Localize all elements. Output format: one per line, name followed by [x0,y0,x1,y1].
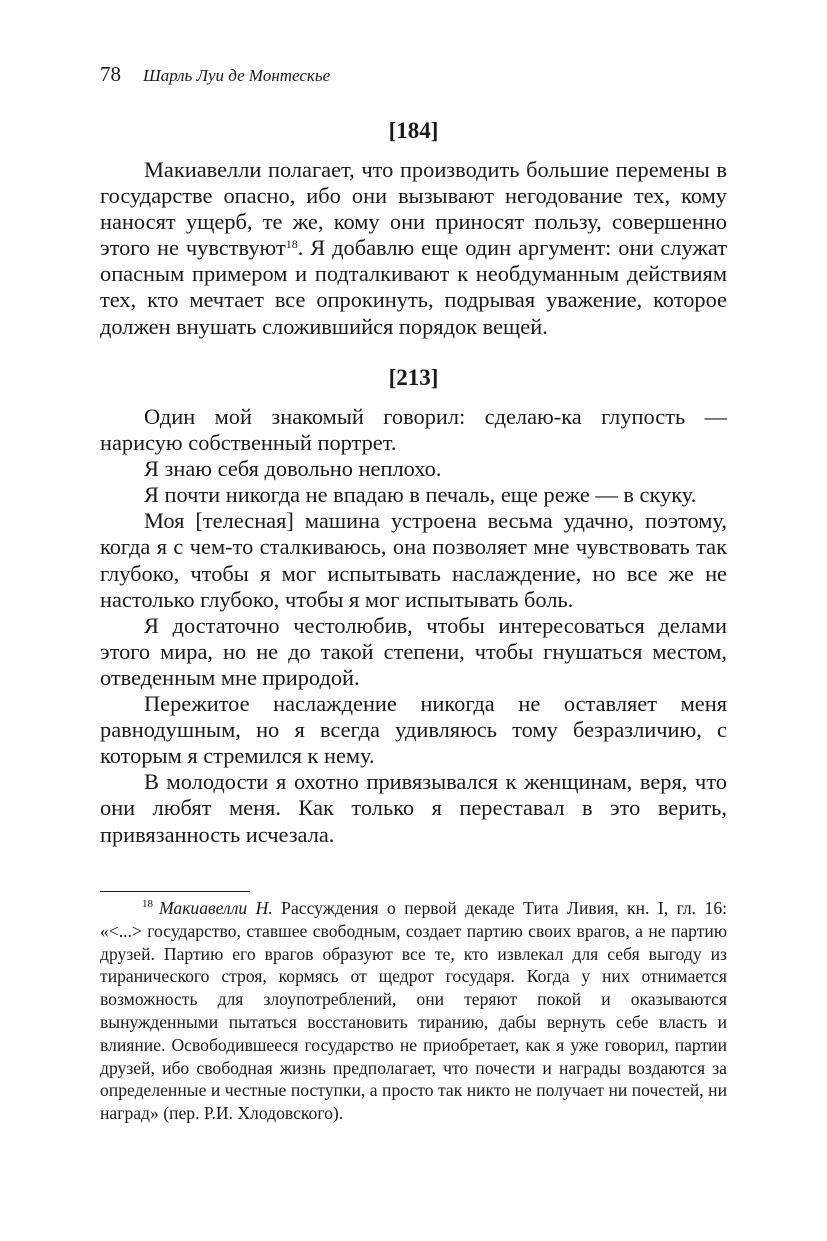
paragraph: Моя [телесная] машина устроена весьма удачно, поэтому, когда я с чем-то сталкиваюсь, она позволяет мне чувствовать так глубоко, чтобы я мог испытывать наслаждение, но все же не настолько глубоко, чтобы я мог испытывать боль. [100,508,727,612]
paragraph: Пережитое наслаждение никогда не оставляет меня равнодушным, но я всегда удивляюсь тому безразличию, с которым я стремился к нему. [100,691,727,769]
section-184-body [100,157,727,340]
footnote-author: Макиавелли Н. [159,898,273,918]
paragraph [100,157,727,340]
footnote-text: Рассуждения о первой декаде Тита Ливия, кн. I, гл. 16: «<...> государство, ставшее свободным, создает партию своих врагов, а не партию друзей. Партию его врагов образуют все те, кто извлекал для себя выгоду из тиранического строя, кормясь от щедрот государя. Когда у них отнимается возможность для злоупотреблений, они теряют покой и оказываются вынужденными пытаться восстановить тиранию, дабы вернуть себе власть и влияние. Освободившееся государство не приобретает, как я уже говорил, партии друзей, ибо свободная жизнь предполагает, что почести и награды воздаются за определенные и честные поступки, а просто так никто не получает ни почестей, ни наград» (пер. Р.И. Хлодовского). [100,898,727,1124]
footnote-number: 18 [142,898,153,911]
running-title: Шарль Луи де Монтескье [143,66,331,85]
section-213-body [100,404,727,848]
section-heading-184: [184] [388,118,439,143]
running-head [100,62,330,90]
page-number: 78 [100,62,121,86]
paragraph: Один мой знакомый говорил: сделаю-ка глупость — нарисую собственный портрет. [100,404,727,456]
paragraph-text: Макиавелли полагает, что производить большие перемены в государстве опасно, ибо они вызывают негодование тех, кому наносят ущерб, те же, кому они приносят пользу, совершенно этого не чувствуют [100,157,727,261]
paragraph-text: . Я добавлю еще один аргумент: они служат опасным примером и подталкивают к необдуманным действиям тех, кто мечтает все опрокинуть, подрывая уважение, которое должен внушать сложившийся порядок вещей. [100,235,727,339]
paragraph: Я знаю себя довольно неплохо. [144,456,442,482]
paragraph: Я достаточно честолюбив, чтобы интересоваться делами этого мира, но не до такой степени, чтобы гнушаться местом, отведенным мне природой. [100,612,727,690]
paragraph: Я почти никогда не впадаю в печаль, еще реже — в скуку. [144,482,697,508]
footnote-reference[interactable]: 18 [285,236,298,251]
footnote-divider [100,891,250,892]
section-heading-213: [213] [388,365,439,390]
footnote [100,897,727,1125]
paragraph: В молодости я охотно привязывался к женщинам, веря, что они любят меня. Как только я переставал в это верить, привязанность исчезала. [100,769,727,847]
